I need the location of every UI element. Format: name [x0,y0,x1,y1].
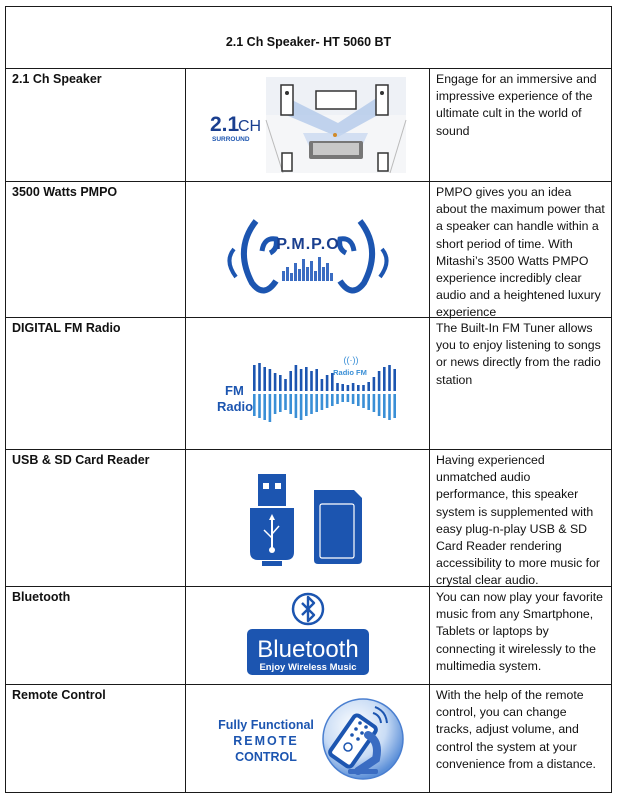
feature-image [186,587,430,684]
equalizer-bar [263,367,266,391]
fm-radio-equalizer-icon [213,339,403,429]
table-row [6,182,611,318]
equalizer-bar [305,394,308,416]
equalizer-bar [336,383,339,391]
equalizer-bar [268,394,271,422]
equalizer-bar [331,373,334,391]
equalizer-bar [388,365,391,391]
logo-2-1: 2.1 [209,113,239,136]
equalizer-bar [341,384,344,391]
equalizer-bar [310,371,313,391]
remote-control-icon [323,699,403,779]
equalizer-bar [346,394,349,402]
usb-and-sd-card-icon [248,468,368,568]
equalizer-bar [351,383,354,391]
fm-label: FM [224,382,244,398]
equalizer-bar [299,369,302,391]
sd-card-icon [314,490,362,564]
equalizer-bar [253,394,256,416]
equalizer-bar [273,394,276,414]
feature-description: The Built-In FM Tuner allows you to enjoy listening to songs or news directly from the radio station [436,321,601,387]
feature-description: You can now play your favorite music from any Smartphone, Tablets or laptops by connecting it wirelessly to the multimedia system. [436,590,604,673]
feature-table [5,6,612,793]
equalizer-bar [367,394,370,410]
equalizer-bar [357,385,360,391]
pmpo-label: P.M.P.O [275,235,340,253]
feature-image [186,69,430,181]
equalizer-bar [294,394,297,418]
equalizer-bar [351,394,354,404]
equalizer-bar [341,394,344,402]
logo-ch: CH [237,118,261,135]
equalizer-bar [372,394,375,412]
feature-image [186,450,430,586]
table-row [6,318,611,450]
equalizer-bar [377,394,380,416]
equalizer-bar [258,394,261,418]
feature-description: Engage for an immersive and impressive experience of the ultimate cult in the world of sound [436,72,597,138]
equalizer-bar [258,363,261,391]
equalizer-bar [320,379,323,391]
equalizer-bar [367,382,370,391]
equalizer-bar [294,365,297,391]
equalizer-bar [268,369,271,391]
equalizer-bar [383,394,386,418]
radio-fm-label: Radio FM [332,367,367,377]
equalizer-bar [325,394,328,408]
fully-functional-label: Fully Functional [217,717,314,732]
bluetooth-sublabel: Enjoy Wireless Music [258,661,357,673]
bluetooth-icon [293,594,323,624]
equalizer-bar [357,394,360,406]
feature-description: With the help of the remote control, you can change tracks, adjust volume, and control the system at your convenience from a distance. [436,688,596,771]
feature-name: Bluetooth [6,587,186,684]
equalizer-bar [383,367,386,391]
table-title: 2.1 Ch Speaker- HT 5060 BT [6,7,611,69]
equalizer-bar [305,367,308,391]
equalizer-bar [346,385,349,391]
equalizer-bar [362,394,365,408]
equalizer-bar [336,394,339,404]
pmpo-sound-waves-icon [218,209,398,299]
equalizer-bar [315,394,318,412]
table-row [6,685,611,792]
remote-control-logo [208,689,408,789]
equalizer-bar [289,371,292,391]
equalizer-bar [372,377,375,391]
remote-label: REMOTE [232,733,299,748]
feature-image [186,318,430,449]
equalizer-bar [279,375,282,391]
table-row [6,69,611,182]
equalizer-bar [253,365,256,391]
bluetooth-label: Bluetooth [256,635,359,663]
feature-name: 2.1 Ch Speaker [6,69,186,181]
equalizer-bar [263,394,266,420]
feature-image [186,685,430,792]
feature-description: PMPO gives you an idea about the maximum power that a speaker can handle within a short period of time. With Mitashi’s 3500 Watts PMPO experience incredibly clear audio and a heightened luxury experience [436,185,605,320]
equalizer-bar [310,394,313,414]
bluetooth-logo [243,591,373,681]
equalizer-bar [331,394,334,406]
feature-name: USB & SD Card Reader [6,450,186,586]
equalizer-bar [320,394,323,410]
radio-label: Radio [216,398,253,414]
equalizer-bar [377,371,380,391]
equalizer-bar [284,394,287,410]
feature-image [186,182,430,317]
feature-name: 3500 Watts PMPO [6,182,186,317]
equalizer-bar [289,394,292,414]
feature-name: Remote Control [6,685,186,792]
equalizer-bar [284,379,287,391]
surround-speaker-diagram-icon [208,75,408,175]
equalizer-bar [393,369,396,391]
feature-description: Having experienced unmatched audio performance, this speaker system is supplemented with easy plug-n-play USB & SD Card Reader rendering accessibility to more music for crystal clear audio. [436,453,601,588]
equalizer-bar [325,375,328,391]
control-label: CONTROL [234,749,297,764]
equalizer-bar [388,394,391,420]
equalizer-bar [315,369,318,391]
equalizer-bar [299,394,302,420]
equalizer-bar [393,394,396,418]
usb-drive-icon [250,474,294,566]
broadcast-icon: ((·)) [343,354,358,365]
equalizer-bar [273,373,276,391]
logo-surround: SURROUND [211,136,250,143]
equalizer-bar [362,385,365,391]
feature-name: DIGITAL FM Radio [6,318,186,449]
equalizer-bar [279,394,282,412]
table-row [6,450,611,587]
table-row [6,587,611,685]
